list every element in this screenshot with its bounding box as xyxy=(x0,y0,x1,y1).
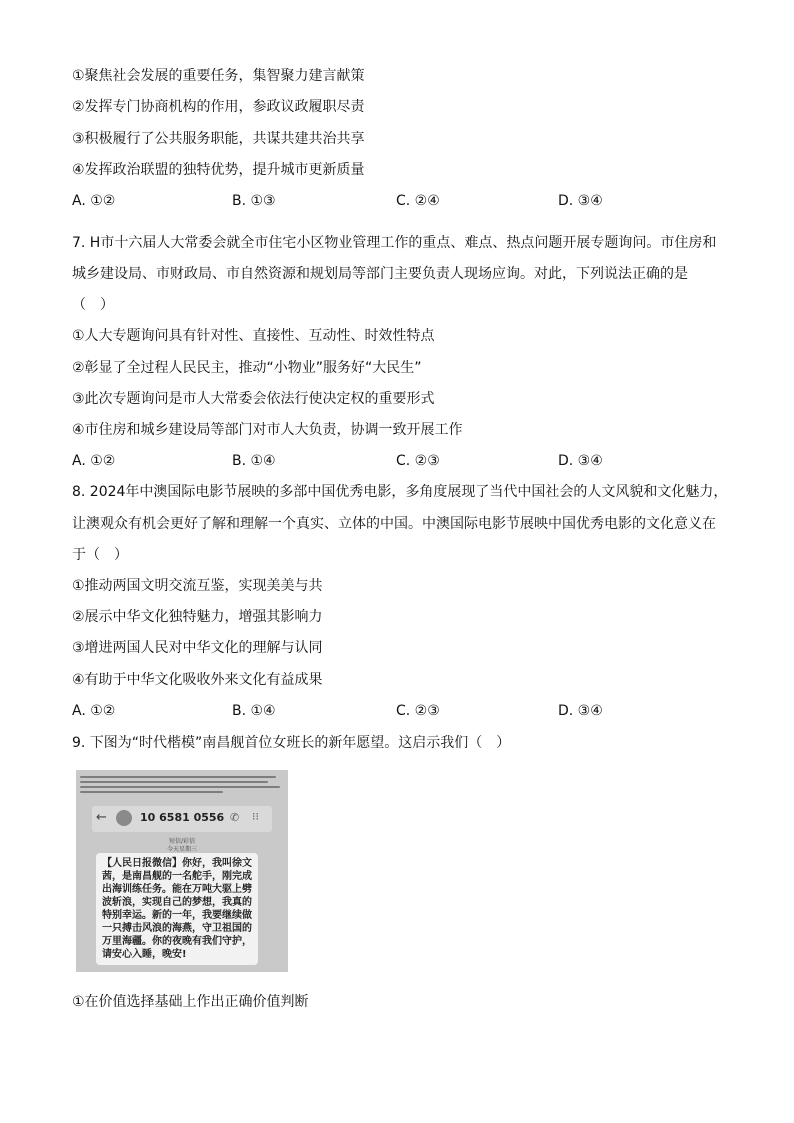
q7-option-3: ③此次专题询问是市人大常委会依法行使决定权的重要形式 xyxy=(72,391,435,407)
q6-choices xyxy=(72,191,692,211)
contact-avatar-icon xyxy=(116,810,132,826)
message-date-label: 今天星期三 xyxy=(166,846,197,853)
q7-choice-b: B. ①④ xyxy=(232,453,276,469)
q6-option-1: ①聚焦社会发展的重要任务，集智聚力建言献策 xyxy=(72,68,365,84)
q7-option-1: ①人大专题询问具有针对性、直接性、互动性、时效性特点 xyxy=(72,328,435,344)
q8-choice-c: C. ②③ xyxy=(396,703,440,719)
q9-option-1: ①在价值选择基础上作出正确价值判断 xyxy=(72,994,309,1010)
q8-option-2: ②展示中华文化独特魅力，增强其影响力 xyxy=(72,609,323,625)
q6-option-3: ③积极履行了公共服务职能，共谋共建共治共享 xyxy=(72,131,365,147)
message-bubble: 【人民日报微信】你好，我叫徐文茜，是南昌舰的一名舵手，刚完成出海训练任务。能在万吨大驱上劈波斩浪，实现自己的梦想，我真的特别幸运。新的一年，我要继续做一只搏击风浪的海燕，守卫祖国的万里海疆。你的夜晚有我们守护，请安心入睡，晚安! xyxy=(96,853,258,965)
sender-number: 10 6581 0556 xyxy=(140,811,225,824)
q7-stem-line-1: 7. H市十六届人大常委会就全市住宅小区物业管理工作的重点、难点、热点问题开展专题询问。市住房和 xyxy=(72,235,717,251)
q8-option-3: ③增进两国人民对中华文化的理解与认同 xyxy=(72,640,323,656)
sms-screenshot-figure xyxy=(76,770,288,972)
q7-option-2: ②彰显了全过程人民民主，推动“小物业”服务好“大民生” xyxy=(72,360,422,376)
q7-stem-line-3: （ ） xyxy=(72,297,114,313)
q8-choice-b: B. ①④ xyxy=(232,703,276,719)
more-icon: ⁝⁝ xyxy=(252,810,259,823)
back-arrow-icon: ← xyxy=(96,810,107,825)
sms-header-bar xyxy=(92,806,272,832)
q6-choice-c: C. ②④ xyxy=(396,193,440,209)
q7-stem-line-2: 城乡建设局、市财政局、市自然资源和规划局等部门主要负责人现场应询。对此，下列说法正确的是 xyxy=(72,266,688,282)
q6-choice-a: A. ①② xyxy=(72,193,116,209)
q8-choice-d: D. ③④ xyxy=(558,703,603,719)
q8-option-4: ④有助于中华文化吸收外来文化有益成果 xyxy=(72,672,323,688)
q6-choice-d: D. ③④ xyxy=(558,193,603,209)
q7-option-4: ④市住房和城乡建设局等部门对市人大负责，协调一致开展工作 xyxy=(72,422,463,438)
q8-choice-a: A. ①② xyxy=(72,703,116,719)
q8-stem-line-2: 让澳观众有机会更好了解和理解一个真实、立体的中国。中澳国际电影节展映中国优秀电影的文化意义在 xyxy=(72,516,716,532)
q6-option-2: ②发挥专门协商机构的作用，参政议政履职尽责 xyxy=(72,99,365,115)
news-header-text xyxy=(80,773,284,805)
q8-choices xyxy=(72,701,692,721)
phone-icon: ✆ xyxy=(230,811,240,824)
q6-choice-b: B. ①③ xyxy=(232,193,276,209)
q7-choice-d: D. ③④ xyxy=(558,453,603,469)
message-type-label: 短信/彩信 xyxy=(168,838,196,845)
q8-stem-line-1: 8. 2024年中澳国际电影节展映的多部中国优秀电影，多角度展现了当代中国社会的人文风貌和文化魅力， xyxy=(72,484,728,500)
q8-stem-line-3: 于（ ） xyxy=(72,547,128,563)
q7-choice-c: C. ②③ xyxy=(396,453,440,469)
q6-option-4: ④发挥政治联盟的独特优势，提升城市更新质量 xyxy=(72,162,365,178)
q7-choice-a: A. ①② xyxy=(72,453,116,469)
q7-choices xyxy=(72,451,692,471)
q8-option-1: ①推动两国文明交流互鉴，实现美美与共 xyxy=(72,578,323,594)
q9-stem: 9. 下图为“时代楷模”南昌舰首位女班长的新年愿望。这启示我们（ ） xyxy=(72,735,511,751)
